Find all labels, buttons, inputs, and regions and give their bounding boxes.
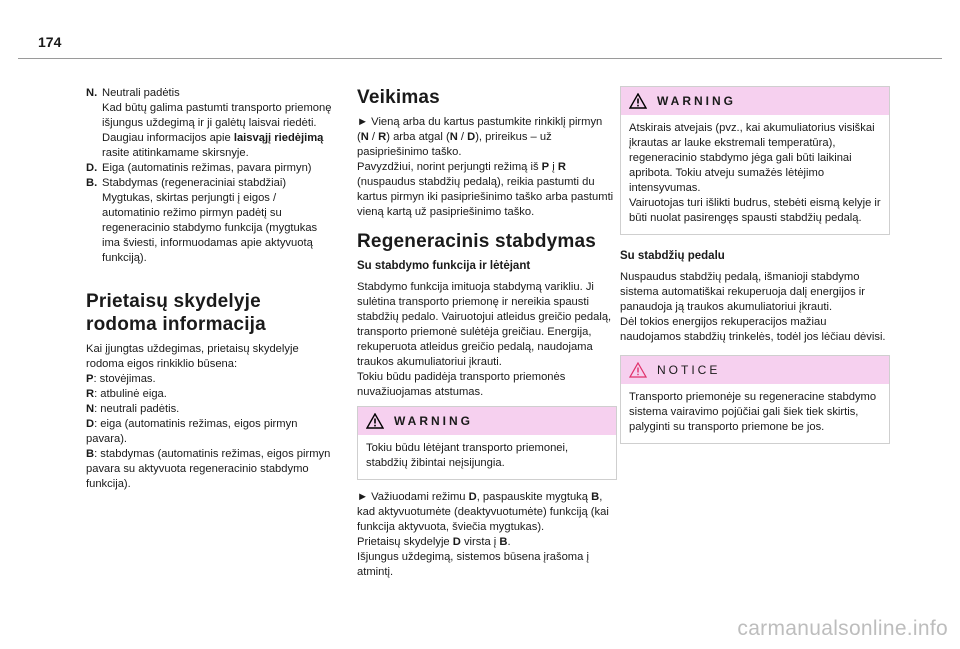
section-title-operation: Veikimas	[357, 87, 440, 108]
state-item: D: eiga (automatinis režimas, eigos pirmyn pavara).	[86, 418, 298, 445]
warning-header	[621, 87, 889, 115]
state-item: P: stovėjimas.	[86, 373, 156, 385]
notice-label: NOTICE	[657, 362, 721, 377]
operation-example: Pavyzdžiui, norint perjungti režimą iš P į R (nuspaudus stabdžių pedalą), reikia pastumti du kartus pirmyn iki pasipriešinimo taško arba pastumti vieną kartą už pasipriešinimo taško.	[357, 161, 614, 218]
state-item: B: stabdymas (automatinis režimas, eigos pirmyn pavara su aktyvuota regeneracinio stabdymo funkcija).	[86, 448, 331, 490]
top-rule	[18, 58, 942, 59]
warning-triangle-icon	[366, 413, 384, 429]
warning-triangle-icon	[629, 93, 647, 109]
warning-text: Atskirais atvejais (pvz., kai akumuliatorius visiškai įkrautas ar lauke ekstremali temperatūra), regeneracinio stabdymo jėga gali būti laikinai apribota. Tokiu atveju sumažės lėtėjimo intensyvumas.	[629, 122, 875, 194]
state-item: N: neutrali padėtis.	[86, 403, 180, 415]
def-line: Stabdymas (regeneraciniai stabdžiai)	[102, 177, 287, 189]
warning-box	[357, 406, 617, 480]
def-n	[86, 86, 336, 161]
pedal-text-2: Dėl tokios energijos rekuperacijos mažiau naudojamos stabdžių trinkelės, todėl jos lėčiau dėvisi.	[620, 316, 886, 343]
section-title-regen: Regeneracinis stabdymas	[357, 231, 597, 252]
def-line: Neutrali padėtis	[102, 87, 180, 99]
def-extra: Daugiau informacijos apie laisvąjį riedėjimą rasite atitinkamame skirsnyje.	[102, 132, 324, 159]
pedal-title: Su stabdžių pedalu	[620, 250, 725, 262]
def-key: D.	[86, 162, 98, 174]
middle-column	[357, 86, 617, 580]
state-item: R: atbulinė eiga.	[86, 388, 167, 400]
regen-text: Stabdymo funkcija imituoja stabdymą varikliu. Ji sulėtina transporto priemonę ir nereikia spausti stabdžių pedalo. Vairuotojui atleidus greičio pedalą, transporto priemonė sulėtėja greičiau. Energija, rekuperuota atleidus greičio pedalą, naudojama traukos akumuliatoriui įkrauti.	[357, 281, 612, 368]
def-b	[86, 176, 336, 266]
watermark: carmanualsonline.info	[737, 617, 948, 640]
right-column	[620, 86, 890, 444]
page-number: 174	[38, 34, 62, 50]
regen-subtitle: Su stabdymo funkcija ir lėtėjant	[357, 260, 531, 272]
operation-step: ► Vieną arba du kartus pastumkite rinkiklį pirmyn (N / R) arba atgal (N / D), prireikus – už pasipriešinimo taško.	[357, 116, 603, 158]
gear-definitions	[86, 86, 336, 266]
section-title-instrument: Prietaisų skydelyje rodoma informacija	[86, 291, 266, 335]
def-line: Kad būtų galima pastumti transporto priemonę išjungus uždegimą ir ji galėtų laisvai riedėti.	[102, 102, 332, 129]
regen-text-2: Tokiu būdu padidėja transporto priemonės nuvažiuojamas atstumas.	[357, 371, 566, 398]
memory-text: Išjungus uždegimą, sistemos būsena įrašoma į atmintį.	[357, 551, 589, 578]
notice-header	[621, 356, 889, 384]
display-change: Prietaisų skydelyje D virsta į B.	[357, 536, 511, 548]
warning-label: WARNING	[657, 93, 736, 108]
def-line: Mygtukas, skirtas perjungti į eigos / automatinio režimo pirmyn padėtį su regeneracinio stabdymo funkcija (mygtukas ima šviesti, informuodamas apie aktyvuotą funkciją).	[102, 192, 318, 264]
notice-text: Transporto priemonėje su regeneracine stabdymo sistema vairavimo pojūčiai gali šiek tiek skirtis, palyginti su transporto priemone be jos.	[629, 391, 877, 433]
free-wheel-link: laisvąjį riedėjimą	[233, 132, 324, 144]
warning-text-2: Vairuotojas turi išlikti budrus, stebėti eismą kelyje ir būti nuolat pasirengęs spausti stabdžių pedalą.	[629, 197, 881, 224]
warning-text: Tokiu būdu lėtėjant transporto priemonei, stabdžių žibintai neįsijungia.	[366, 442, 569, 469]
instrument-intro: Kai įjungtas uždegimas, prietaisų skydelyje rodoma eigos rinkiklio būsena:	[86, 343, 299, 370]
warning-header	[358, 407, 616, 435]
def-key: B.	[86, 177, 98, 189]
warning-box-right	[620, 86, 890, 235]
def-d	[86, 161, 336, 176]
notice-box	[620, 355, 890, 444]
left-column	[86, 86, 336, 492]
def-line: Eiga (automatinis režimas, pavara pirmyn)	[102, 162, 312, 174]
def-key: N.	[86, 87, 98, 99]
notice-triangle-icon	[629, 362, 647, 378]
pedal-text: Nuspaudus stabdžių pedalą, išmanioji stabdymo sistema automatiškai rekuperuoja dalį energijos ir panaudoja ją traukos akumuliatoriui įkrauti.	[620, 271, 865, 313]
button-step: ► Važiuodami režimu D, paspauskite mygtuką B, kad aktyvuotumėte (deaktyvuotumėte) funkciją (kai funkcija aktyvuota, šviečia mygtukas).	[357, 491, 609, 533]
warning-label: WARNING	[394, 413, 473, 428]
state-list	[86, 372, 336, 492]
